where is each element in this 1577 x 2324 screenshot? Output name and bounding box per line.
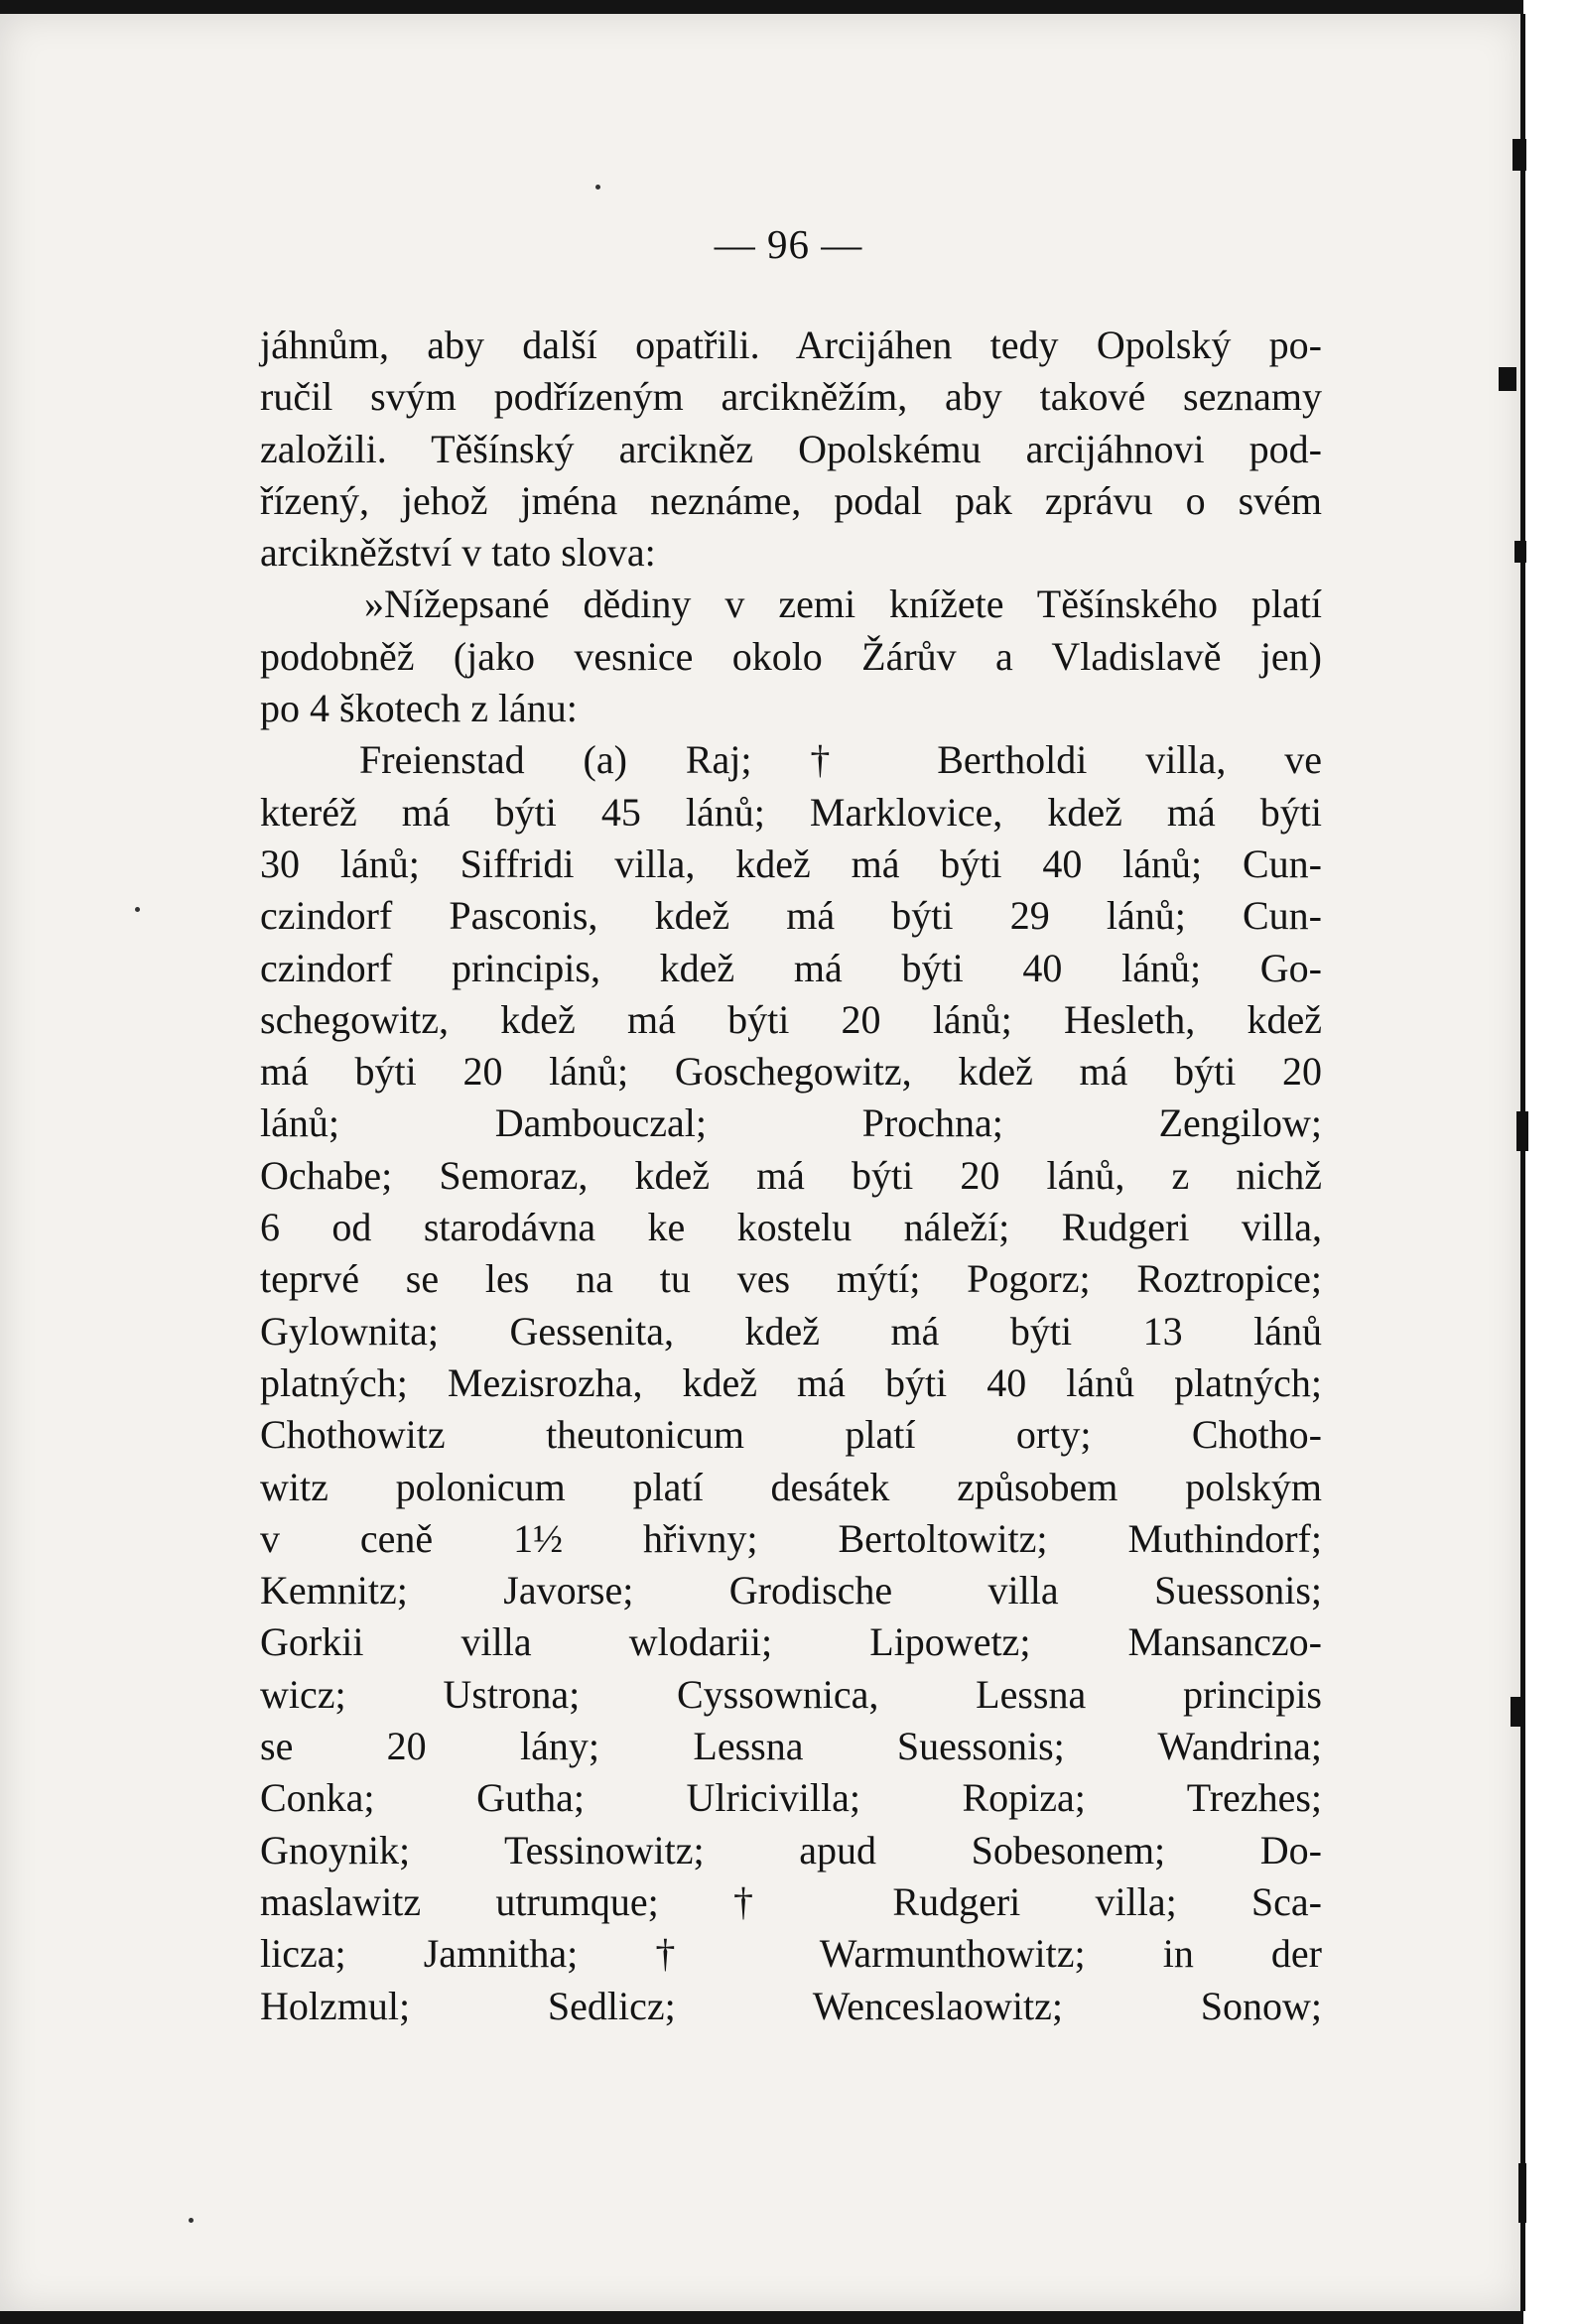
text-line: schegowitz, kdež má býti 20 lánů; Hesleth, kdež xyxy=(260,996,1322,1042)
edge-mark xyxy=(1511,1697,1524,1727)
text-line: má býti 20 lánů; Goschegowitz, kdež má býti 20 xyxy=(260,1049,1322,1095)
text-line: řízený, jehož jména neznáme, podal pak zprávu o svém xyxy=(260,477,1322,523)
text-line: wicz; Ustrona; Cyssownica, Lessna principis xyxy=(260,1671,1322,1717)
page-number: — 96 — xyxy=(714,221,863,267)
text-line: Conka; Gutha; Ulricivilla; Ropiza; Trezhes; xyxy=(260,1775,1322,1821)
text-line: v ceně 1½ hřivny; Bertoltowitz; Muthindorf; xyxy=(260,1515,1322,1561)
text-line: lánů; Dambouczal; Prochna; Zengilow; xyxy=(260,1100,1322,1146)
text-line: Gylownita; Gessenita, kdež má býti 13 lánů xyxy=(260,1308,1322,1354)
text-line: Kemnitz; Javorse; Grodische villa Suessonis; xyxy=(260,1568,1322,1614)
paragraph-start: Freienstad (a) Raj; † Bertholdi villa, ve xyxy=(359,737,1322,783)
text-line: Ochabe; Semoraz, kdež má býti 20 lánů, z nichž xyxy=(260,1152,1322,1198)
edge-mark xyxy=(1514,541,1526,563)
body-text xyxy=(260,320,1322,2032)
text-line: se 20 lány; Lessna Suessonis; Wandrina; xyxy=(260,1724,1322,1769)
paper-speck xyxy=(135,907,140,912)
text-line: podobněž (jako vesnice okolo Žárův a Vladislavě jen) xyxy=(260,633,1322,679)
text-line: czindorf principis, kdež má býti 40 lánů; Go- xyxy=(260,945,1322,990)
text-line: witz polonicum platí desátek způsobem polským xyxy=(260,1464,1322,1509)
text-line: Gnoynik; Tessinowitz; apud Sobesonem; Do- xyxy=(260,1827,1322,1872)
text-line: po 4 škotech z lánu: xyxy=(260,686,578,731)
page-edge-line xyxy=(1520,14,1525,2311)
edge-mark xyxy=(1518,2163,1526,2223)
text-line: 6 od starodávna ke kostelu náleží; Rudgeri villa, xyxy=(260,1205,1322,1250)
text-line: teprvé se les na tu ves mýtí; Pogorz; Roztropice; xyxy=(260,1256,1322,1302)
edge-mark xyxy=(1516,1111,1528,1151)
text-line: maslawitz utrumque; † Rudgeri villa; Sca- xyxy=(260,1878,1322,1924)
paper-speck xyxy=(595,185,600,190)
text-line: Holzmul; Sedlicz; Wenceslaowitz; Sonow; xyxy=(260,1983,1322,2028)
text-line: arcikněžství v tato slova: xyxy=(260,530,656,576)
text-line: ručil svým podřízeným arcikněžím, aby takové seznamy xyxy=(260,374,1322,420)
text-line: licza; Jamnitha; † Warmunthowitz; in der xyxy=(260,1931,1322,1977)
text-line: založili. Těšínský arcikněz Opolskému arcijáhnovi pod- xyxy=(260,426,1322,471)
text-line: Gorkii villa wlodarii; Lipowetz; Mansanczo- xyxy=(260,1619,1322,1665)
text-line: jáhnům, aby další opatřili. Arcijáhen tedy Opolský po- xyxy=(260,323,1322,367)
scan-margin xyxy=(1523,0,1577,2324)
text-line: kteréž má býti 45 lánů; Marklovice, kdež má býti xyxy=(260,789,1322,835)
paper-speck xyxy=(189,2218,194,2223)
text-line: czindorf Pasconis, kdež má býti 29 lánů; Cun- xyxy=(260,893,1322,939)
paragraph-start: »Nížepsané dědiny v zemi knížete Těšínského platí xyxy=(364,581,1322,627)
text-line: platných; Mezisrozha, kdež má býti 40 lánů platných; xyxy=(260,1359,1322,1405)
edge-mark xyxy=(1512,139,1526,171)
edge-mark xyxy=(1499,367,1516,391)
text-line: Chothowitz theutonicum platí orty; Chotho- xyxy=(260,1412,1322,1458)
text-line: 30 lánů; Siffridi villa, kdež má býti 40 lánů; Cun- xyxy=(260,840,1322,886)
